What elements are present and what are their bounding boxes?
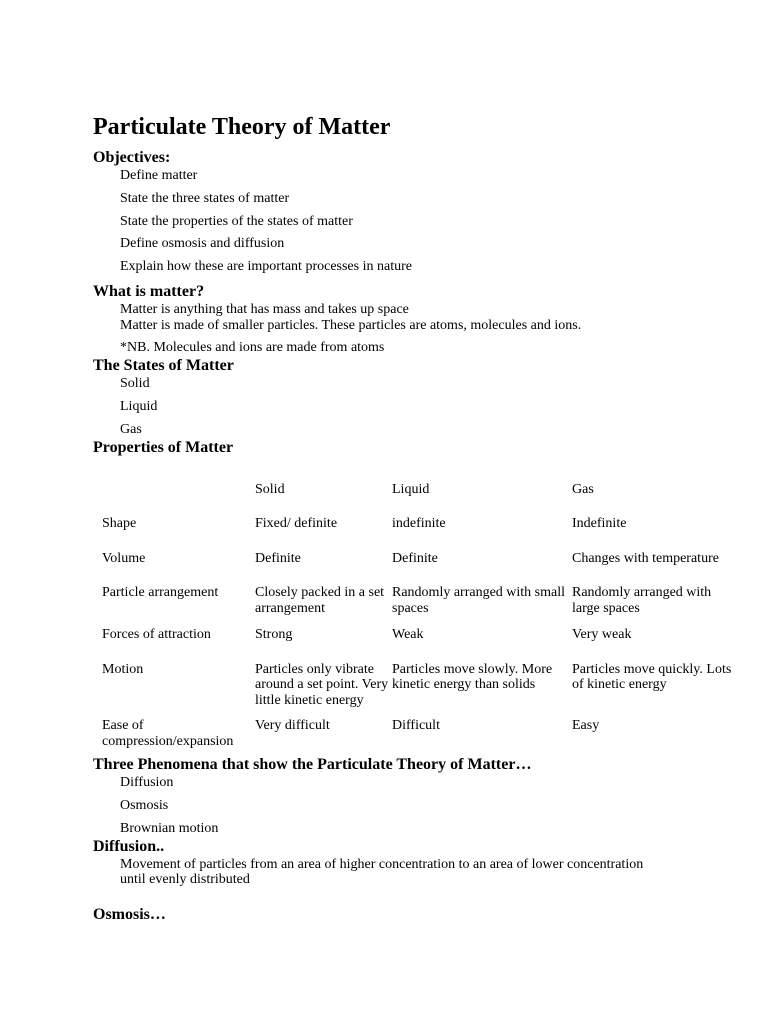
table-row	[93, 551, 732, 586]
table-cell: Strong	[255, 627, 293, 643]
table-cell: Difficult	[392, 718, 440, 734]
table-cell: Motion	[102, 661, 144, 677]
table-header-cell	[93, 482, 255, 517]
table-cell: indefinite	[392, 516, 446, 532]
table-cell: Very weak	[572, 627, 632, 643]
table-cell: Indefinite	[572, 516, 627, 532]
matter-particles-line: Matter is made of smaller particles. These particles are atoms, molecules and ions.	[120, 317, 582, 333]
objective-item: Define osmosis and diffusion	[120, 236, 285, 252]
table-cell: Randomly arranged with large spaces	[572, 585, 712, 616]
properties-heading: Properties of Matter	[93, 438, 234, 456]
table-cell: Definite	[255, 550, 301, 566]
table-cell: Particles only vibrate around a set point. Very little kinetic energy	[255, 661, 389, 708]
states-list	[120, 376, 753, 438]
states-heading: The States of Matter	[93, 356, 234, 374]
table-cell: Fixed/ definite	[255, 516, 338, 532]
table-cell: Shape	[102, 516, 137, 532]
table-cell: Ease of compression/expansion	[102, 718, 234, 749]
objective-item: State the properties of the states of matter	[120, 213, 353, 229]
table-row	[93, 585, 732, 627]
phenomena-heading: Three Phenomena that show the Particulate Theory of Matter…	[93, 756, 532, 774]
table-header-cell: Liquid	[392, 481, 430, 497]
phenomenon-item: Brownian motion	[120, 820, 219, 836]
table-cell: Very difficult	[255, 718, 330, 734]
table-cell: Particles move slowly. More kinetic energy than solids	[392, 661, 553, 693]
matter-note-line: *NB. Molecules and ions are made from atoms	[120, 339, 385, 355]
phenomenon-item: Osmosis	[120, 797, 169, 813]
state-item: Solid	[120, 375, 150, 391]
what-is-matter-heading: What is matter?	[93, 282, 205, 300]
table-header-cell: Solid	[255, 481, 285, 497]
table-row	[93, 516, 732, 551]
table-cell: Definite	[392, 550, 438, 566]
document-page	[93, 110, 753, 925]
what-is-matter-text	[120, 302, 753, 356]
phenomenon-item: Diffusion	[120, 775, 174, 791]
table-cell: Volume	[102, 550, 146, 566]
table-header-row	[93, 482, 732, 517]
osmosis-heading: Osmosis…	[93, 905, 166, 923]
table-cell: Easy	[572, 718, 600, 734]
table-cell: Closely packed in a set arrangement	[255, 585, 385, 616]
objectives-heading: Objectives:	[93, 149, 171, 166]
diffusion-heading: Diffusion..	[93, 837, 165, 855]
objective-item: State the three states of matter	[120, 190, 290, 206]
table-cell: Weak	[392, 627, 424, 643]
table-header-cell: Gas	[572, 481, 594, 497]
table-cell: Changes with temperature	[572, 550, 719, 566]
table-cell: Particles move quickly. Lots of kinetic energy	[572, 661, 732, 693]
objectives-list	[120, 168, 753, 275]
table-cell: Particle arrangement	[102, 585, 219, 601]
state-item: Liquid	[120, 398, 158, 414]
diffusion-definition: Movement of particles from an area of higher concentration to an area of lower concentration until evenly distributed	[120, 856, 644, 888]
table-row	[93, 718, 732, 749]
table-row	[93, 627, 732, 662]
state-item: Gas	[120, 421, 142, 437]
document-title: Particulate Theory of Matter	[93, 114, 391, 140]
table-row	[93, 662, 732, 719]
matter-definition-line: Matter is anything that has mass and takes up space	[120, 301, 409, 317]
phenomena-list	[120, 775, 753, 837]
objective-item: Define matter	[120, 168, 198, 183]
properties-table	[93, 482, 732, 750]
objective-item: Explain how these are important processes in nature	[120, 259, 412, 275]
table-cell: Forces of attraction	[102, 627, 211, 643]
table-cell: Randomly arranged with small spaces	[392, 585, 566, 616]
